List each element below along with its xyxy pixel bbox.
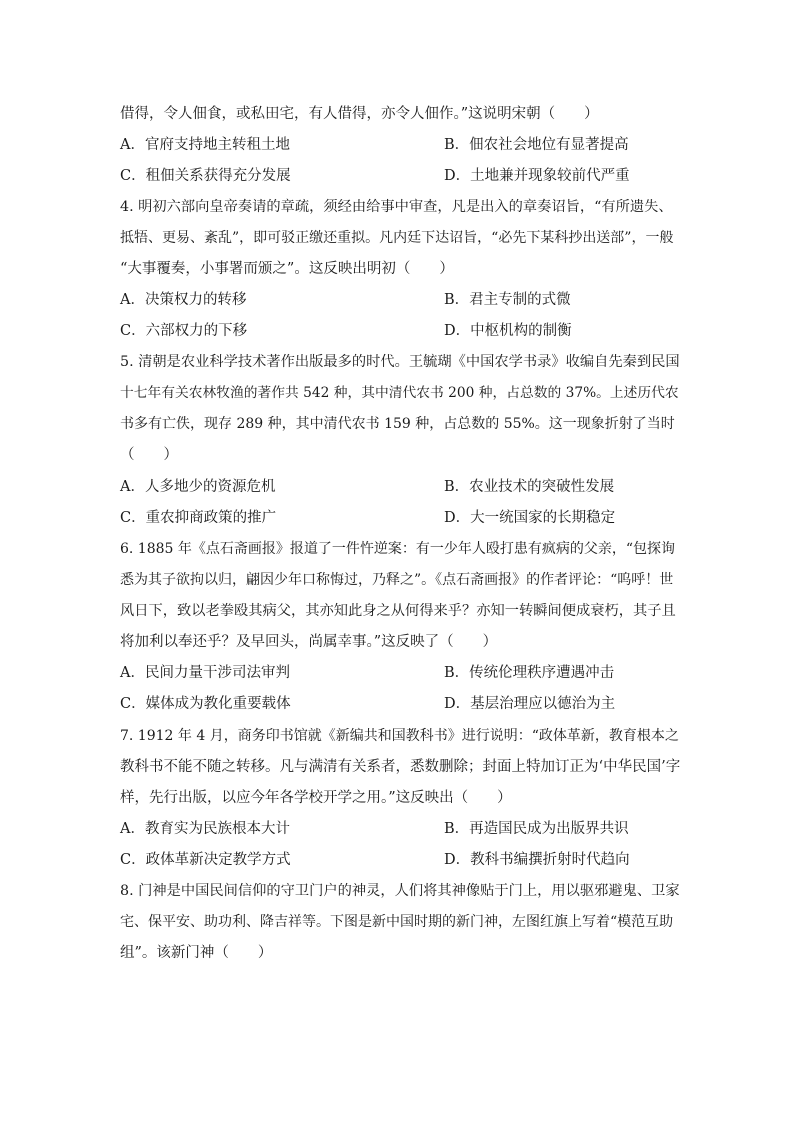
q6-option-c[interactable]: C．媒体成为教化重要载体 [120,696,291,712]
q5-stem-line-4: （ ） [120,447,178,463]
q6-stem-line-1: 6. 1885 年《点石斋画报》报道了一件忤逆案：有一少年人殴打患有疯病的父亲，“包探询 [120,541,676,557]
q4-option-b[interactable]: B．君主专制的式微 [444,292,571,308]
q4-option-a[interactable]: A．决策权力的转移 [120,292,247,308]
q6-option-b[interactable]: B．传统伦理秩序遭遇冲击 [444,665,615,681]
q7-stem-line-2: 教科书不能不随之转移。凡与满清有关系者，悉数删除；封面上特加订正为‘中华民国’字 [120,759,681,775]
q5-stem-line-3: 书多有亡佚，现存 289 种，其中清代农书 159 种，占总数的 55%。这一现象折射了当时 [120,416,675,432]
q6-option-a[interactable]: A．民间力量干涉司法审判 [120,665,290,681]
q7-option-b[interactable]: B．再造国民成为出版界共识 [444,821,629,837]
q7-option-c[interactable]: C．政体革新决定教学方式 [120,852,291,868]
q4-stem-line-2: 抵牾、更易、紊乱”，即可驳正缴还重拟。凡内廷下达诏旨，“必先下某科抄出送部”，一般 [120,230,674,246]
q6-option-d[interactable]: D．基层治理应以德治为主 [444,696,616,712]
q4-option-c[interactable]: C．六部权力的下移 [120,323,248,339]
q6-stem-line-4: 将加利以奉还乎？及早回头，尚属幸事。”这反映了（ ） [120,634,498,650]
q3-option-b[interactable]: B．佃农社会地位有显著提高 [444,137,629,153]
q5-option-a[interactable]: A．人多地少的资源危机 [120,479,276,495]
q4-option-d[interactable]: D．中枢机构的制衡 [444,323,572,339]
q4-stem-line-1: 4. 明初六部向皇帝奏请的章疏，须经由给事中审查，凡是出入的章奏诏旨，“有所遗失、 [120,199,673,215]
q5-option-d[interactable]: D．大一统国家的长期稳定 [444,510,616,526]
q7-stem-line-1: 7. 1912 年 4 月，商务印书馆就《新编共和国教科书》进行说明：“政体革新，教育根本之 [120,728,679,744]
q4-stem-line-3: “大事覆奏，小事署而颁之”。这反映出明初（ ） [120,261,454,277]
q8-stem-line-2: 宅、保平安、助功利、降吉祥等。下图是新中国时期的新门神，左图红旗上写着“模范互助 [120,914,674,930]
q6-stem-line-2: 悉为其子欲拘以归，翩因少年口称悔过，乃释之”。《点石斋画报》的作者评论：“呜呼！世 [120,572,674,588]
q5-stem-line-1: 5. 清朝是农业科学技术著作出版最多的时代。王毓瑚《中国农学书录》收编自先秦到民国 [120,354,680,370]
q5-option-c[interactable]: C．重农抑商政策的推广 [120,510,277,526]
q7-stem-line-3: 样，先行出版，以应今年各学校开学之用。”这反映出（ ） [120,790,512,806]
q5-stem-line-2: 十七年有关农林牧渔的著作共 542 种，其中清代农书 200 种，占总数的 37%。上述历代农 [120,385,679,401]
q7-option-d[interactable]: D．教科书编撰折射时代趋向 [444,852,630,868]
q6-stem-line-3: 风日下，致以老拳殴其病父，其亦知此身之从何得来乎？亦知一转瞬间便成衰朽，其子且 [120,603,676,619]
q3-option-c[interactable]: C．租佃关系获得充分发展 [120,168,291,184]
q8-stem-line-1: 8. 门神是中国民间信仰的守卫门户的神灵，人们将其神像贴于门上，用以驱邪避鬼、卫家 [120,883,680,899]
q3-stem-tail: 借得，令人佃食，或私田宅，有人借得，亦令人佃作。”这说明宋朝（ ） [120,106,599,122]
q5-option-b[interactable]: B．农业技术的突破性发展 [444,479,615,495]
q8-stem-line-3: 组”。该新门神（ ） [120,945,273,961]
q7-option-a[interactable]: A．教育实为民族根本大计 [120,821,290,837]
q3-option-a[interactable]: A．官府支持地主转租土地 [120,137,290,153]
q3-option-d[interactable]: D．土地兼并现象较前代严重 [444,168,630,184]
